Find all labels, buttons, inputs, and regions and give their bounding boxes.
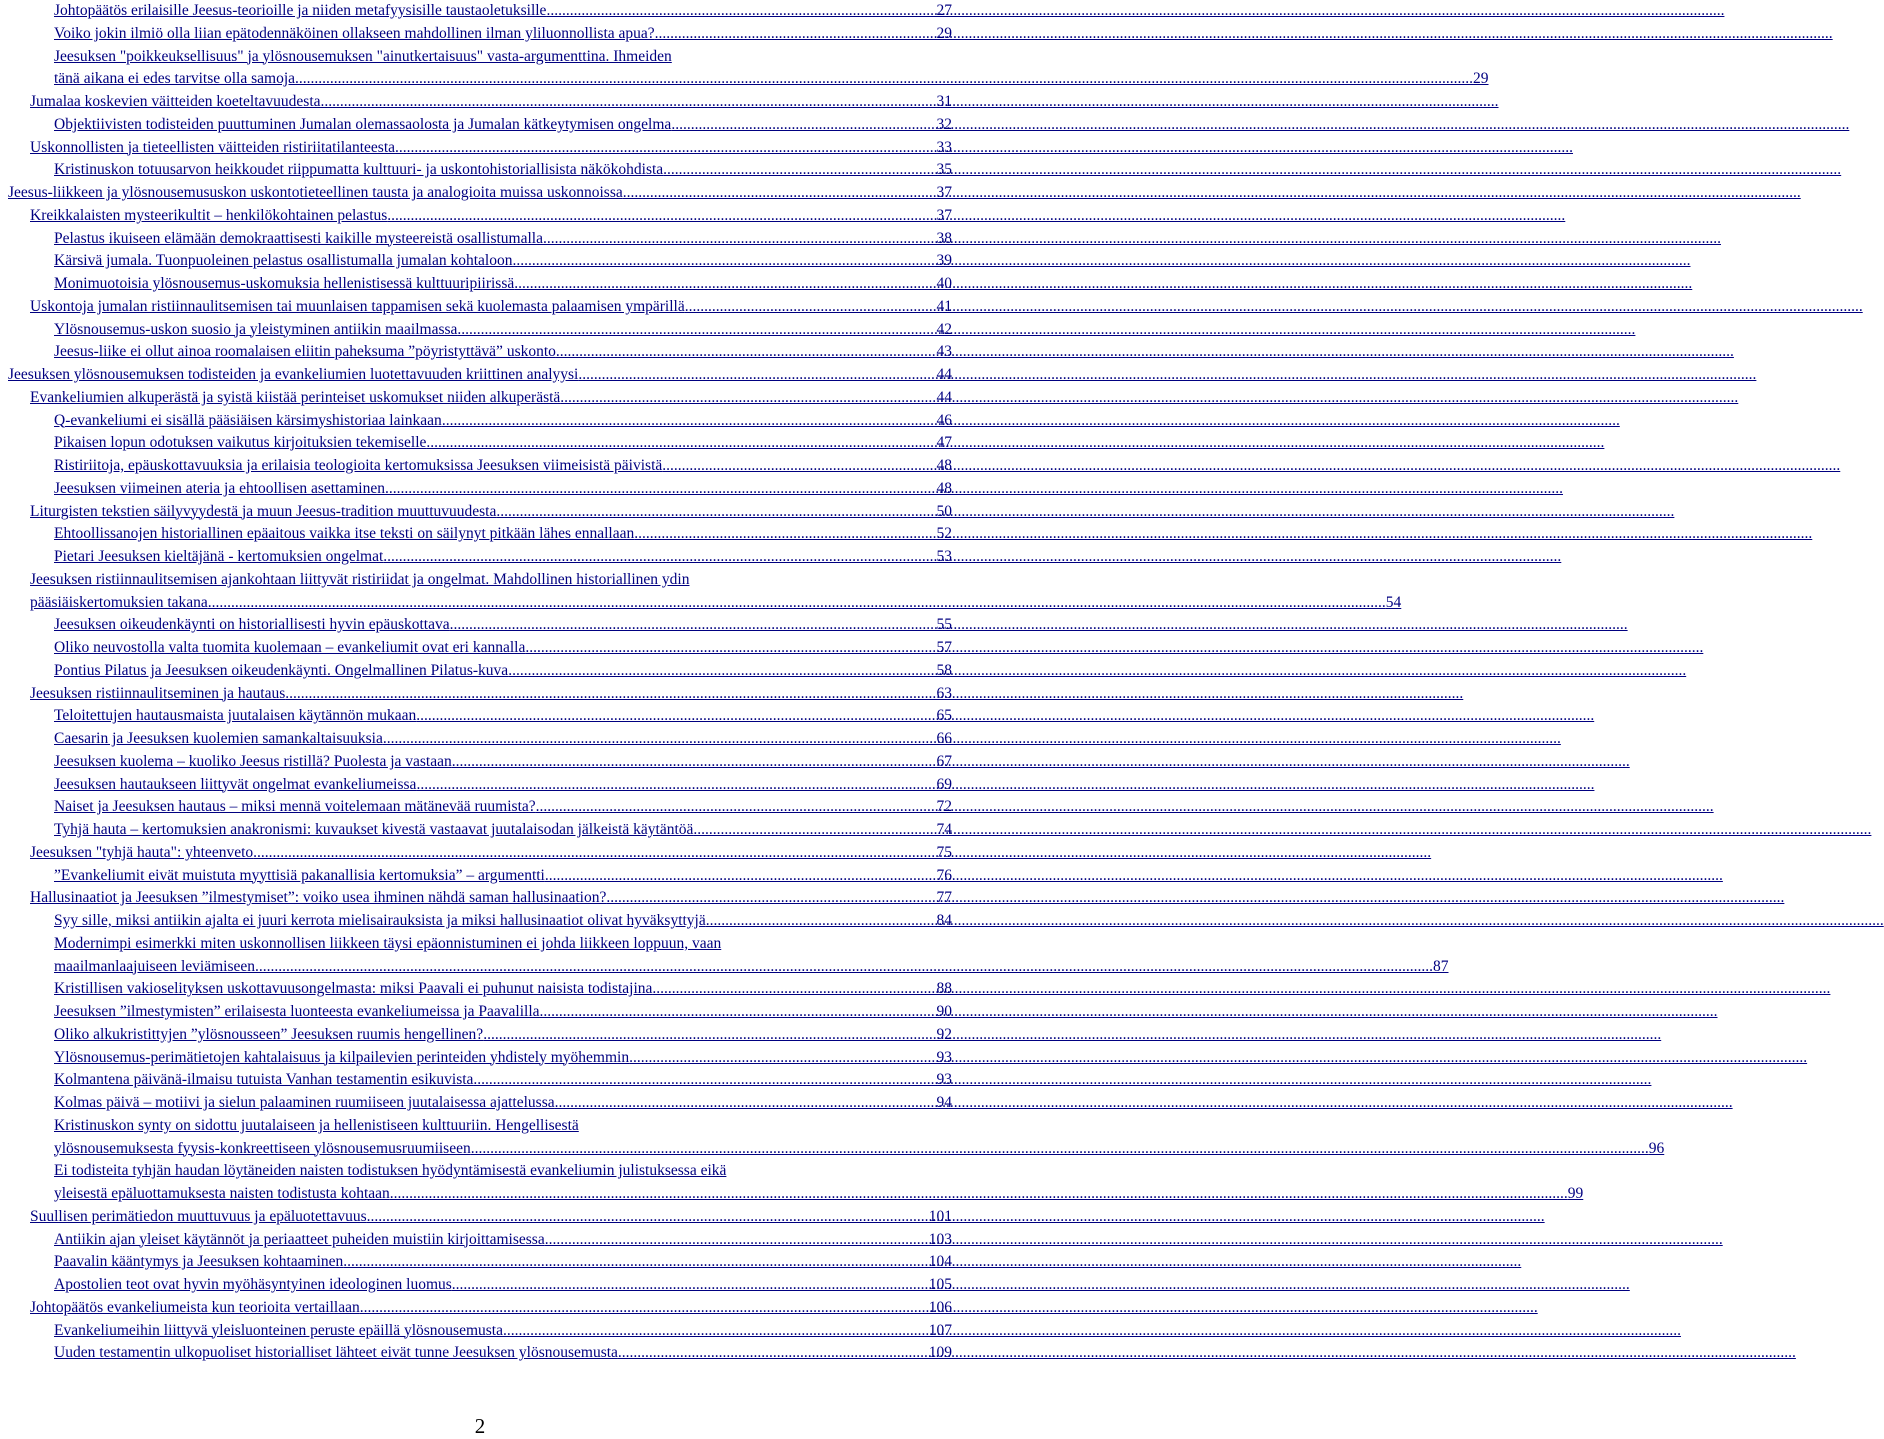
toc-entry-page: 39 [936,252,952,270]
toc-entry-title: Kolmas päivä – motiivi ja sielun palaaminen ruumiiseen juutalaisessa ajattelussa [54,1094,555,1111]
toc-entry[interactable] [0,819,960,842]
toc-entry-title-continuation: pääsiäiskertomuksien takana [30,593,208,611]
toc-entry[interactable] [0,114,960,137]
toc-entry-title-line: Jeesuksen "poikkeuksellisuus" ja ylösnousemuksen "ainutkertaisuus" vasta-argumenttina. Ihmeiden [54,47,672,65]
toc-entry[interactable] [0,137,960,160]
toc-leader-dots [618,1342,929,1365]
toc-leader-dots [383,728,937,751]
toc-entry[interactable] [0,46,1489,92]
toc-entry-page: 104 [928,1253,952,1271]
toc-leader-dots [671,114,936,137]
toc-leader-dots [208,592,1386,615]
toc-entry-page: 29 [1473,70,1489,88]
toc-entry-page: 69 [936,775,952,793]
toc-entry-page: 93 [936,1048,952,1066]
toc-entry[interactable] [0,296,960,319]
toc-leader-dots [540,1001,937,1024]
toc-entry-title: Oliko alkukristittyjen ”ylösnousseen” Jeesuksen ruumis hengellinen? [54,1025,484,1043]
toc-entry-title: Pikaisen lopun odotuksen vaikutus kirjoituksien tekemiselle [54,434,427,452]
toc-leader-dots [496,501,936,524]
toc-leader-dots [471,1138,1649,1161]
toc-leader-dots [343,1251,928,1274]
toc-entry-page: 58 [936,661,952,679]
toc-leader-dots [578,364,936,387]
toc-entry-title-continuation: maailmanlaajuiseen leviämiseen [54,957,255,975]
toc-entry-title-line: Kristinuskon synty on sidottu juutalaiseen ja hellenistiseen kulttuuriin. Hengellisestä [54,1116,579,1134]
toc-leader-dots [295,68,1473,91]
toc-entry-title [54,46,1473,92]
toc-entry-title: Jeesuksen ylösnousemuksen todisteiden ja evankeliumien luotettavuuden kriittinen analyysi [8,366,579,383]
toc-entry-title: Tyhjä hauta – kertomuksien anakronismi: kuvaukset kivestä vastaavat juutalaisodan jälkeistä käytäntöä [54,821,694,838]
toc-entry-title: Hallusinaatiot ja Jeesuksen ”ilmestymiset”: voiko usea ihminen nähdä saman hallusinaation? [30,889,607,907]
toc-entry-title: Johtopäätös evankeliumeista kun teorioita vertaillaan [30,1298,360,1316]
toc-entry-title [54,1115,1649,1161]
toc-entry-page: 96 [1648,1139,1665,1157]
toc-entry-page: 76 [936,866,952,884]
toc-leader-dots [426,432,936,455]
toc-leader-dots [483,1024,936,1047]
toc-entry[interactable] [0,410,960,433]
toc-entry-title: Evankeliumeihin liittyvä yleisluonteinen peruste epäillä ylösnousemusta [54,1321,503,1339]
toc-entry-page: 92 [936,1025,952,1043]
toc-entry-title-continuation: ylösnousemuksesta fyysis-konkreettiseen ylösnousemusruumiiseen [54,1139,471,1157]
toc-entry-page: 42 [936,320,952,338]
toc-entry-page: 37 [936,206,952,224]
toc-entry-page: 47 [936,434,952,452]
toc-entry-page: 52 [936,525,952,543]
toc-leader-dots [514,273,936,296]
toc-entry-page: 105 [928,1276,952,1293]
toc-entry[interactable] [0,455,960,478]
toc-entry-page: 74 [936,821,952,838]
toc-entry-title: Q-evankeliumi ei sisällä pääsiäisen kärsimyshistoriaa lainkaan [54,411,442,429]
toc-entry-page: 66 [936,730,952,747]
toc-entry-page: 94 [936,1094,952,1111]
toc-entry[interactable] [0,1092,960,1115]
toc-entry[interactable] [0,1251,960,1274]
toc-leader-dots [452,751,937,774]
toc-leader-dots [385,478,937,501]
toc-entry-page: 35 [936,161,952,179]
toc-entry-title: Jumalaa koskevien väitteiden koeteltavuudesta [30,93,321,110]
toc-leader-dots [367,1206,929,1229]
toc-entry[interactable] [0,341,960,364]
toc-entry[interactable] [0,1206,960,1229]
toc-entry[interactable] [0,228,960,251]
toc-leader-dots [473,1069,936,1092]
toc-leader-dots [255,956,1433,979]
toc-leader-dots [655,23,937,46]
toc-entry[interactable] [0,250,960,273]
toc-entry[interactable] [0,1342,960,1365]
toc-entry-title [30,569,1386,615]
toc-entry-title: ”Evankeliumit eivät muistuta myyttisiä pakanallisia kertomuksia” – argumentti [54,866,545,884]
toc-entry-page: 90 [936,1003,952,1020]
toc-entry-page: 38 [936,229,952,247]
toc-entry[interactable] [0,546,960,569]
toc-entry-page: 103 [928,1230,952,1248]
toc-leader-dots [390,1183,1568,1206]
toc-entry[interactable] [0,1115,1665,1161]
toc-leader-dots [416,705,936,728]
page-number: 2 [474,1414,486,1438]
toc-entry[interactable] [0,796,960,819]
toc-entry[interactable] [0,23,960,46]
toc-entry[interactable] [0,478,960,501]
toc-entry-page: 84 [936,912,952,929]
toc-entry-title: Naiset ja Jeesuksen hautaus – miksi mennä voitelemaan mätänevää ruumista? [54,798,536,816]
toc-entry-title: Jeesuksen "tyhjä hauta": yhteenveto [30,843,254,861]
toc-entry[interactable] [0,910,960,933]
toc-entry-page: 93 [936,1071,952,1089]
toc-entry[interactable] [0,205,960,228]
toc-leader-dots [663,159,936,182]
toc-entry[interactable] [0,978,960,1001]
toc-leader-dots [285,683,936,706]
toc-leader-dots [546,0,936,23]
toc-leader-dots [383,546,936,569]
toc-entry[interactable] [0,728,960,751]
toc-entry-title: Jeesuksen hautaukseen liittyvät ongelmat evankeliumeissa [54,775,417,793]
toc-entry-title: Jeesuksen ”ilmestymisten” erilaisesta luonteesta evankeliumeissa ja Paavalilla [54,1003,540,1020]
toc-leader-dots [545,865,937,888]
toc-entry[interactable] [0,1320,960,1343]
toc-entry[interactable] [0,1160,1584,1206]
toc-entry-page: 72 [936,798,952,816]
toc-leader-dots [693,819,936,842]
toc-entry-page: 27 [936,2,952,19]
toc-entry[interactable] [0,1229,960,1252]
toc-entry-title: Ylösnousemus-uskon suosio ja yleistyminen antiikin maailmassa [54,320,458,338]
toc-entry[interactable] [0,842,960,865]
toc-entry-title: Ehtoollissanojen historiallinen epäaitous vaikka itse teksti on säilynyt pitkään lähes ennallaan [54,525,635,543]
toc-entry-page: 48 [936,479,952,497]
toc-entry-title: Kristillisen vakioselityksen uskottavuusongelmasta: miksi Paavali ei puhunut naisista todistajina [54,980,653,998]
toc-entry-page: 43 [936,343,952,361]
toc-entry-title: Jeesus-liike ei ollut ainoa roomalaisen eliitin paheksuma ”pöyristyttävä” uskonto [54,343,556,361]
toc-entry[interactable] [0,569,1402,615]
toc-entry-title: Oliko neuvostolla valta tuomita kuolemaan – evankeliumit ovat eri kannalla [54,639,526,656]
toc-leader-dots [560,387,936,410]
toc-leader-dots [685,296,937,319]
toc-entry-title-line: Modernimpi esimerkki miten uskonnollisen liikkeen täysi epäonnistuminen ei johda liikkeen loppuun, vaan [54,934,722,952]
toc-entry-title: Evankeliumien alkuperästä ja syistä kiistää perinteiset uskomukset niiden alkuperästä [30,388,561,406]
toc-entry[interactable] [0,319,960,342]
toc-entry[interactable] [0,1069,960,1092]
toc-entry-title: Kolmantena päivänä-ilmaisu tutuista Vanhan testamentin esikuvista [54,1071,474,1089]
toc-entry-title-line: Jeesuksen ristiinnaulitsemisen ajankohtaan liittyvät ristiriidat ja ongelmat. Mahdollinen historiallinen ydin [30,570,690,588]
toc-entry[interactable] [0,273,960,296]
toc-leader-dots [555,1092,937,1115]
toc-entry-page: 63 [936,684,952,702]
toc-entry-title: Ristiriitoja, epäuskottavuuksia ja erilaisia teologioita kertomuksissa Jeesuksen viimeisistä päivistä [54,457,663,474]
toc-entry-title: Apostolien teot ovat hyvin myöhäsyntyinen ideologinen luomus [54,1276,452,1293]
toc-entry[interactable] [0,1297,960,1320]
toc-entry-title: Kristinuskon totuusarvon heikkoudet riippumatta kulttuuri- ja uskontohistoriallisista näkökohdista [54,161,664,179]
toc-entry-page: 53 [936,548,952,565]
toc-leader-dots [416,774,936,797]
toc-entry-title: Syy sille, miksi antiikin ajalta ei juuri kerrota mielisairauksista ja miksi hallusinaatiot olivat hyväksyttyjä [54,912,706,929]
toc-entry-page: 48 [936,457,952,474]
toc-entry-page: 44 [936,366,952,383]
toc-entry[interactable] [0,432,960,455]
toc-entry-page: 67 [936,752,952,770]
toc-entry[interactable] [0,387,960,410]
toc-entry-title: Kreikkalaisten mysteerikultit – henkilökohtainen pelastus [30,206,388,224]
toc-entry-title: Suullisen perimätiedon muuttuvuus ja epäluotettavuus [30,1207,367,1225]
toc-leader-dots [623,182,937,205]
toc-leader-dots [525,637,936,660]
toc-entry-title: Uskontoja jumalan ristiinnaulitsemisen tai muunlaisen tappamisen sekä kuolemasta palaamisen ympärillä [30,297,685,315]
toc-leader-dots [457,319,936,342]
toc-leader-dots [503,1320,929,1343]
toc-entry-title: Jeesuksen kuolema – kuoliko Jeesus ristillä? Puolesta ja vastaan [54,752,452,770]
toc-leader-dots [556,341,937,364]
toc-entry-title: Antiikin ajan yleiset käytännöt ja periaatteet puheiden muistiin kirjoittamisessa [54,1230,545,1248]
toc-entry-title: Voiko jokin ilmiö olla liian epätodennäköinen ollakseen mahdollinen ilman yliluonnollista apua? [54,24,655,42]
toc-entry-page: 75 [936,843,952,861]
toc-entry[interactable] [0,1274,960,1297]
toc-entry-page: 54 [1385,593,1402,611]
toc-entry-page: 87 [1433,957,1449,975]
toc-entry-title: Liturgisten tekstien säilyvyydestä ja muun Jeesus-tradition muuttuvuudesta [30,502,497,520]
toc-entry-page: 44 [936,388,952,406]
toc-entry-page: 77 [936,889,952,907]
toc-entry[interactable] [0,637,960,660]
toc-entry-page: 31 [936,93,952,110]
toc-entry-page: 55 [936,616,952,634]
toc-entry-title: Kärsivä jumala. Tuonpuoleinen pelastus osallistumalla jumalan kohtaloon [54,252,513,270]
toc-entry[interactable] [0,933,1449,979]
toc-entry[interactable] [0,182,960,205]
toc-entry-title [54,933,1433,979]
toc-entry-title: Teloitettujen hautausmaista juutalaisen käytännön mukaan [54,707,417,725]
toc-leader-dots [395,137,936,160]
toc-entry[interactable] [0,614,960,637]
toc-entry[interactable] [0,1024,960,1047]
toc-entry[interactable] [0,91,960,114]
toc-leader-dots [706,910,937,933]
toc-entry[interactable] [0,774,960,797]
toc-entry-page: 99 [1567,1185,1584,1202]
toc-entry-title: Monimuotoisia ylösnousemus-uskomuksia hellenistisessä kulttuuripiirissä [54,275,515,292]
toc-leader-dots [512,250,936,273]
toc-entry-title: Objektiivisten todisteiden puuttuminen Jumalan olemassaolosta ja Jumalan kätkeytymisen ongelma [54,115,672,133]
toc-entry-page: 107 [928,1321,952,1339]
toc-entry[interactable] [0,660,960,683]
toc-entry-page: 57 [936,639,952,656]
toc-leader-dots [253,842,936,865]
toc-entry-title-continuation: tänä aikana ei edes tarvitse olla samoja [54,70,296,88]
toc-leader-dots [634,523,936,546]
toc-entry-title: Caesarin ja Jeesuksen kuolemien samankaltaisuuksia [54,730,383,747]
toc-leader-dots [442,410,937,433]
toc-entry[interactable] [0,1001,960,1024]
toc-entry-page: 32 [936,115,952,133]
toc-entry[interactable] [0,887,960,910]
toc-entry-title [54,1160,1568,1206]
toc-entry-page: 33 [936,138,952,156]
toc-entry-page: 37 [936,184,952,201]
toc-leader-dots [360,1297,929,1320]
toc-entry-page: 65 [936,707,952,725]
toc-entry[interactable] [0,0,960,23]
toc-entry[interactable] [0,865,960,888]
toc-entry-title: Jeesuksen viimeinen ateria ja ehtoollisen asettaminen [54,479,385,497]
toc-entry[interactable] [0,683,960,706]
toc-leader-dots [452,1274,929,1297]
toc-leader-dots [321,91,937,114]
toc-entry[interactable] [0,1047,960,1070]
toc-entry-page: 41 [936,297,952,315]
toc-entry-title: Pelastus ikuiseen elämään demokraattisesti kaikille mysteereistä osallistumalla [54,229,543,247]
toc-entry[interactable] [0,751,960,774]
toc-leader-dots [543,228,937,251]
toc-entry-title: Ylösnousemus-perimätietojen kahtalaisuus ja kilpailevien perinteiden yhdistely myöhemmin [54,1048,630,1066]
toc-leader-dots [508,660,936,683]
toc-leader-dots [387,205,936,228]
toc-entry-page: 40 [936,275,952,292]
toc-entry-title: Pontius Pilatus ja Jeesuksen oikeudenkäynti. Ongelmallinen Pilatus-kuva [54,661,509,679]
toc-entry[interactable] [0,523,960,546]
toc-entry-title: Jeesuksen oikeudenkäynti on historiallisesti hyvin epäuskottava [54,616,450,634]
toc-leader-dots [606,887,936,910]
toc-leader-dots [545,1229,929,1252]
toc-entry-title: Jeesuksen ristiinnaulitseminen ja hautaus [30,684,286,702]
toc-leader-dots [536,796,937,819]
toc-entry[interactable] [0,364,960,387]
toc-entry-page: 29 [936,24,952,42]
toc-entry[interactable] [0,705,960,728]
toc-entry-page: 109 [928,1344,952,1362]
toc-leader-dots [629,1047,936,1070]
toc-entry-title-line: Ei todisteita tyhjän haudan löytäneiden naisten todistuksen hyödyntämisestä evankeliumin julistuksessa eikä [54,1162,727,1180]
toc-entry[interactable] [0,159,960,182]
toc-entry-page: 88 [936,980,952,998]
toc-entry-title-continuation: yleisestä epäluottamuksesta naisten todistusta kohtaan [54,1185,390,1202]
toc-entry-title: Paavalin kääntymys ja Jeesuksen kohtaaminen [54,1253,344,1271]
toc-entry-title: Uuden testamentin ulkopuoliset historialliset lähteet eivät tunne Jeesuksen ylösnousemusta [54,1344,618,1362]
toc-entry-title: Johtopäätös erilaisille Jeesus-teorioille ja niiden metafyysisille taustaoletuksille [54,2,547,19]
toc-entry[interactable] [0,501,960,524]
toc-entry-title: Jeesus-liikkeen ja ylösnousemususkon uskontotieteellinen tausta ja analogioita muissa uskonnoissa [8,184,623,201]
toc-entry-page: 106 [928,1298,952,1316]
toc-leader-dots [450,614,937,637]
toc-entry-title: Uskonnollisten ja tieteellisten väitteiden ristiriitatilanteesta [30,138,396,156]
toc-entry-page: 46 [936,411,952,429]
toc-leader-dots [652,978,936,1001]
toc-entry-title: Pietari Jeesuksen kieltäjänä - kertomuksien ongelmat [54,548,384,565]
toc-entry-page: 50 [936,502,952,520]
toc-leader-dots [662,455,936,478]
toc-entry-page: 101 [928,1207,952,1225]
